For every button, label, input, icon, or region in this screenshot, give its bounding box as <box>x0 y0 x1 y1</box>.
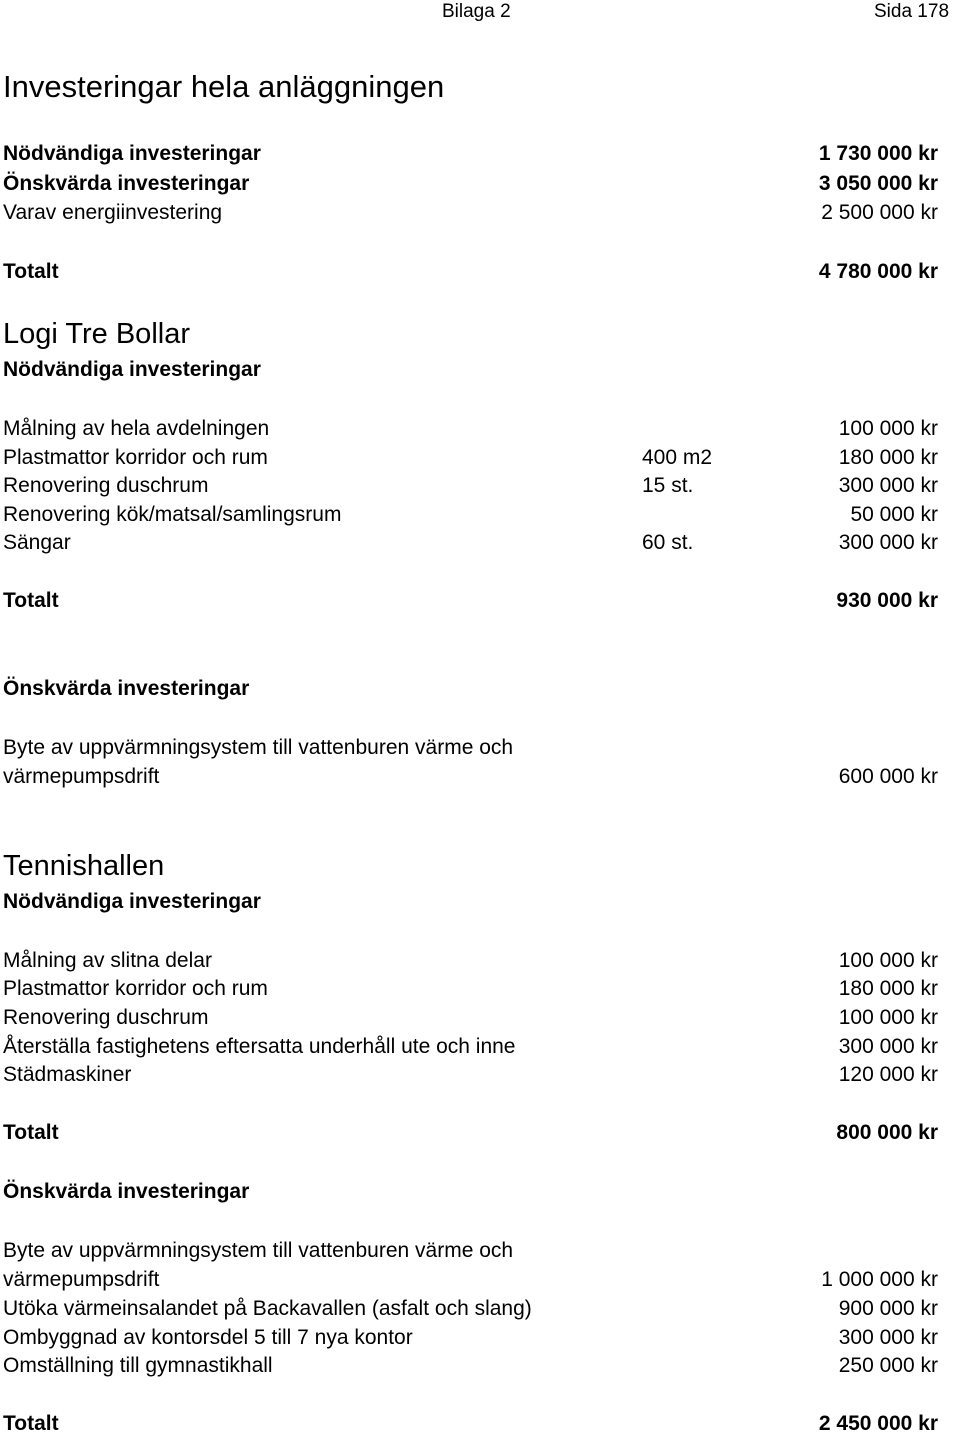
summary-label: Varav energiinvestering <box>3 201 223 224</box>
total-label: Totalt <box>3 589 59 612</box>
item-quantity: 400 m2 <box>642 446 713 469</box>
item-amount: 100 000 kr <box>838 1006 938 1029</box>
item-label: Målning av slitna delar <box>3 949 212 972</box>
total-amount: 2 450 000 kr <box>818 1412 938 1435</box>
page-number: Sida 178 <box>874 1 950 22</box>
subsection-heading: Nödvändiga investeringar <box>3 358 261 381</box>
summary-label: Önskvärda investeringar <box>3 172 250 195</box>
item-amount: 250 000 kr <box>838 1354 938 1377</box>
item-amount: 600 000 kr <box>838 765 938 788</box>
item-amount: 120 000 kr <box>838 1063 938 1086</box>
total-amount: 930 000 kr <box>836 589 938 612</box>
section-title-tennis: Tennishallen <box>3 850 165 882</box>
item-label: Renovering kök/matsal/samlingsrum <box>3 503 342 526</box>
page-title: Investeringar hela anläggningen <box>3 69 445 104</box>
item-amount: 300 000 kr <box>838 531 938 554</box>
item-amount: 300 000 kr <box>838 1326 938 1349</box>
item-label: Plastmattor korridor och rum <box>3 446 268 469</box>
item-quantity: 60 st. <box>642 531 694 554</box>
total-label: Totalt <box>3 1412 59 1435</box>
summary-total-amount: 4 780 000 kr <box>818 260 938 283</box>
item-label: Plastmattor korridor och rum <box>3 977 268 1000</box>
subsection-heading: Önskvärda investeringar <box>3 677 250 700</box>
total-label: Totalt <box>3 1121 59 1144</box>
item-amount: 180 000 kr <box>838 977 938 1000</box>
item-amount: 180 000 kr <box>838 446 938 469</box>
item-label-continued: värmepumpsdrift <box>3 1268 160 1291</box>
item-amount: 100 000 kr <box>838 949 938 972</box>
item-label: Städmaskiner <box>3 1063 132 1086</box>
item-label: Återställa fastighetens eftersatta underhåll ute och inne <box>3 1035 516 1058</box>
summary-amount: 3 050 000 kr <box>818 172 938 195</box>
item-label: Renovering duschrum <box>3 1006 209 1029</box>
summary-label: Nödvändiga investeringar <box>3 142 261 165</box>
item-amount: 900 000 kr <box>838 1297 938 1320</box>
total-amount: 800 000 kr <box>836 1121 938 1144</box>
item-amount: 1 000 000 kr <box>821 1268 938 1291</box>
item-amount: 300 000 kr <box>838 474 938 497</box>
item-quantity: 15 st. <box>642 474 694 497</box>
item-label: Byte av uppvärmningsystem till vattenburen värme och <box>3 1239 514 1262</box>
summary-total-label: Totalt <box>3 260 59 283</box>
subsection-heading: Nödvändiga investeringar <box>3 890 261 913</box>
item-amount: 300 000 kr <box>838 1035 938 1058</box>
item-label: Målning av hela avdelningen <box>3 417 270 440</box>
item-label: Omställning till gymnastikhall <box>3 1354 273 1377</box>
item-label: Utöka värmeinsalandet på Backavallen (asfalt och slang) <box>3 1297 532 1320</box>
subsection-heading: Önskvärda investeringar <box>3 1180 250 1203</box>
appendix-label: Bilaga 2 <box>442 1 511 22</box>
item-amount: 100 000 kr <box>838 417 938 440</box>
item-amount: 50 000 kr <box>850 503 938 526</box>
section-title-logi: Logi Tre Bollar <box>3 318 190 350</box>
item-label: Ombyggnad av kontorsdel 5 till 7 nya kontor <box>3 1326 413 1349</box>
summary-amount: 2 500 000 kr <box>821 201 938 224</box>
item-label: Byte av uppvärmningsystem till vattenburen värme och <box>3 736 514 759</box>
item-label: Sängar <box>3 531 71 554</box>
item-label-continued: värmepumpsdrift <box>3 765 160 788</box>
summary-amount: 1 730 000 kr <box>818 142 938 165</box>
item-label: Renovering duschrum <box>3 474 209 497</box>
